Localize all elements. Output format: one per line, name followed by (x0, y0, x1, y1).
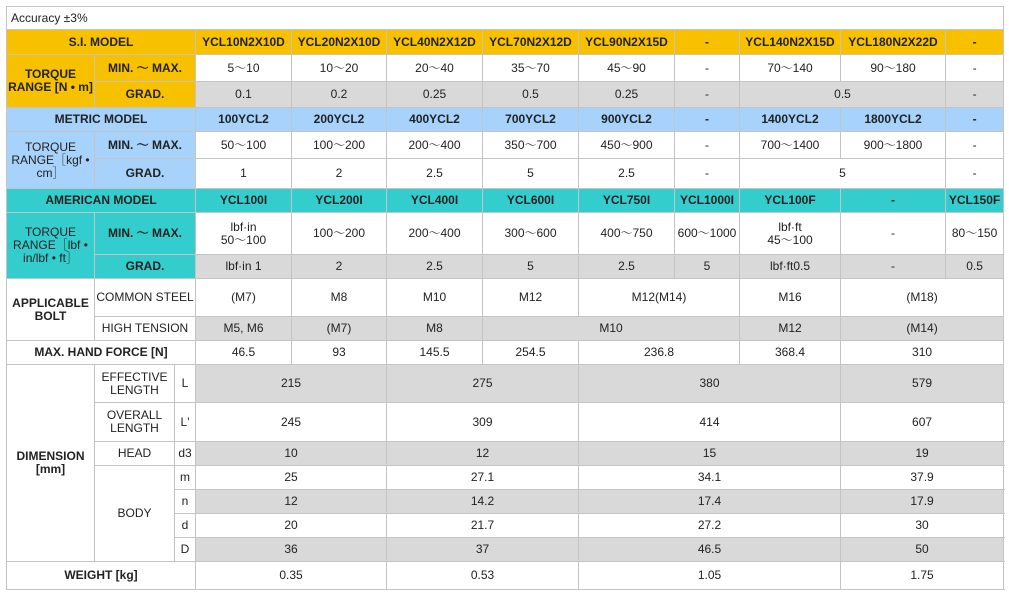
american-grad: 2 (292, 255, 387, 279)
american-model: YCL1000I (675, 189, 740, 213)
si-grad: - (946, 82, 1004, 108)
american-min-max: 600～1000 (675, 213, 740, 255)
body-n-symbol: n (175, 490, 196, 514)
head-value: 15 (579, 442, 841, 466)
si-min-max: 5～10 (196, 55, 292, 82)
american-model: YCL200I (292, 189, 387, 213)
american-grad-label: GRAD. (95, 255, 196, 279)
si-model: YCL10N2X10D (196, 30, 292, 55)
american-torque-range-label: TORQUE RANGE［lbf • in/lbf • ft］ (7, 213, 95, 279)
high-tension-bolt: M12 (740, 317, 841, 341)
si-grad: 0.1 (196, 82, 292, 108)
body-D-symbol: D (175, 538, 196, 562)
hand-force-value: 145.5 (387, 341, 483, 365)
common-steel-bolt: M16 (740, 279, 841, 317)
high-tension-bolt: M8 (387, 317, 483, 341)
range-value: 45～100 (767, 232, 813, 247)
effective-length-value: 579 (841, 365, 1004, 403)
overall-length-symbol: L' (175, 403, 196, 442)
si-min-max: - (675, 55, 740, 82)
si-grad: - (675, 82, 740, 108)
american-grad: 0.5 (946, 255, 1004, 279)
si-model: - (946, 30, 1004, 55)
metric-grad: 5 (483, 159, 579, 189)
body-m-value: 34.1 (579, 466, 841, 490)
american-grad: lbf·in 1 (196, 255, 292, 279)
body-m-symbol: m (175, 466, 196, 490)
body-n-value: 14.2 (387, 490, 579, 514)
body-d-value: 20 (196, 514, 387, 538)
american-min-max-label: MIN. ～ MAX. (95, 213, 196, 255)
si-model: YCL140N2X15D (740, 30, 841, 55)
common-steel-bolt: (M18) (841, 279, 1004, 317)
american-grad: 5 (483, 255, 579, 279)
american-grad: lbf·ft0.5 (740, 255, 841, 279)
overall-length-label: OVERALL LENGTH (95, 403, 175, 442)
american-model-label: AMERICAN MODEL (7, 189, 196, 213)
body-d-value: 27.2 (579, 514, 841, 538)
body-d-symbol: d (175, 514, 196, 538)
american-min-max-first (196, 213, 292, 255)
si-grad: 0.25 (387, 82, 483, 108)
effective-length-value: 215 (196, 365, 387, 403)
metric-grad-label: GRAD. (95, 159, 196, 189)
body-D-value: 46.5 (579, 538, 841, 562)
american-model: YCL400I (387, 189, 483, 213)
metric-grad: 5 (740, 159, 946, 189)
si-grad-label: GRAD. (95, 82, 196, 108)
american-grad: 2.5 (579, 255, 675, 279)
body-m-value: 27.1 (387, 466, 579, 490)
si-model: YCL40N2X12D (387, 30, 483, 55)
metric-min-max-label: MIN. ～ MAX. (95, 132, 196, 159)
unit-label: lbf·ft (778, 219, 802, 234)
body-n-value: 12 (196, 490, 387, 514)
weight-value: 1.75 (841, 562, 1004, 590)
effective-length-value: 380 (579, 365, 841, 403)
spec-table-container (6, 6, 1004, 590)
body-D-value: 36 (196, 538, 387, 562)
si-grad: 0.5 (483, 82, 579, 108)
metric-grad: - (946, 159, 1004, 189)
head-symbol: d3 (175, 442, 196, 466)
si-torque-range-label: TORQUE RANGE [N • m] (7, 55, 95, 108)
metric-min-max: - (675, 132, 740, 159)
metric-min-max: 200～400 (387, 132, 483, 159)
common-steel-bolt: M12 (483, 279, 579, 317)
applicable-bolt-label: APPLICABLE BOLT (7, 279, 95, 341)
american-min-max: 300～600 (483, 213, 579, 255)
american-min-max: - (841, 213, 946, 255)
metric-model: 200YCL2 (292, 108, 387, 132)
si-grad: 0.25 (579, 82, 675, 108)
si-model-label: S.I. MODEL (7, 30, 196, 55)
common-steel-bolt: (M7) (196, 279, 292, 317)
weight-value: 0.35 (196, 562, 387, 590)
metric-grad: 2 (292, 159, 387, 189)
metric-min-max: 450～900 (579, 132, 675, 159)
hand-force-value: 236.8 (579, 341, 740, 365)
body-n-value: 17.9 (841, 490, 1004, 514)
american-min-max-ft (740, 213, 841, 255)
american-model: YCL150F (946, 189, 1004, 213)
metric-model: - (675, 108, 740, 132)
si-model: YCL90N2X15D (579, 30, 675, 55)
body-d-value: 21.7 (387, 514, 579, 538)
metric-model: 1800YCL2 (841, 108, 946, 132)
metric-min-max: - (946, 132, 1004, 159)
metric-min-max: 50～100 (196, 132, 292, 159)
body-label: BODY (95, 466, 175, 562)
unit-label: lbf·in (230, 219, 257, 234)
metric-min-max: 700～1400 (740, 132, 841, 159)
si-min-max: 35～70 (483, 55, 579, 82)
si-min-max: 10～20 (292, 55, 387, 82)
head-value: 10 (196, 442, 387, 466)
american-min-max: 100～200 (292, 213, 387, 255)
metric-grad: 2.5 (387, 159, 483, 189)
si-model: YCL20N2X10D (292, 30, 387, 55)
metric-model-label: METRIC MODEL (7, 108, 196, 132)
hand-force-value: 310 (841, 341, 1004, 365)
dimension-label: DIMENSION [mm] (7, 365, 95, 562)
si-min-max-label: MIN. ～ MAX. (95, 55, 196, 82)
body-m-value: 25 (196, 466, 387, 490)
head-value: 12 (387, 442, 579, 466)
american-grad: 2.5 (387, 255, 483, 279)
american-model: YCL750I (579, 189, 675, 213)
hand-force-value: 93 (292, 341, 387, 365)
overall-length-value: 607 (841, 403, 1004, 442)
american-grad: - (841, 255, 946, 279)
body-D-value: 50 (841, 538, 1004, 562)
common-steel-bolt: M12(M14) (579, 279, 740, 317)
metric-model: 400YCL2 (387, 108, 483, 132)
american-min-max: 80～150 (946, 213, 1004, 255)
american-min-max: 400～750 (579, 213, 675, 255)
body-n-value: 17.4 (579, 490, 841, 514)
effective-length-label: EFFECTIVE LENGTH (95, 365, 175, 403)
hand-force-value: 368.4 (740, 341, 841, 365)
common-steel-bolt: M8 (292, 279, 387, 317)
metric-min-max: 100～200 (292, 132, 387, 159)
hand-force-value: 46.5 (196, 341, 292, 365)
american-model: YCL100F (740, 189, 841, 213)
weight-value: 0.53 (387, 562, 579, 590)
si-model: YCL70N2X12D (483, 30, 579, 55)
high-tension-label: HIGH TENSION (95, 317, 196, 341)
high-tension-bolt: M10 (483, 317, 740, 341)
body-m-value: 37.9 (841, 466, 1004, 490)
hand-force-value: 254.5 (483, 341, 579, 365)
max-hand-force-label: MAX. HAND FORCE [N] (7, 341, 196, 365)
metric-model: 1400YCL2 (740, 108, 841, 132)
metric-model: - (946, 108, 1004, 132)
effective-length-value: 275 (387, 365, 579, 403)
metric-model: 100YCL2 (196, 108, 292, 132)
common-steel-bolt: M10 (387, 279, 483, 317)
overall-length-value: 414 (579, 403, 841, 442)
overall-length-value: 245 (196, 403, 387, 442)
american-grad: 5 (675, 255, 740, 279)
si-min-max: 45～90 (579, 55, 675, 82)
weight-label: WEIGHT [kg] (7, 562, 196, 590)
metric-torque-range-label: TORQUE RANGE［kgf • cm］ (7, 132, 95, 189)
american-min-max: 200～400 (387, 213, 483, 255)
common-steel-label: COMMON STEEL (95, 279, 196, 317)
american-model: - (841, 189, 946, 213)
high-tension-bolt: (M7) (292, 317, 387, 341)
metric-model: 700YCL2 (483, 108, 579, 132)
metric-min-max: 900～1800 (841, 132, 946, 159)
body-D-value: 37 (387, 538, 579, 562)
american-model: YCL600I (483, 189, 579, 213)
accuracy-caption: Accuracy ±3% (7, 7, 1004, 30)
american-model: YCL100I (196, 189, 292, 213)
overall-length-value: 309 (387, 403, 579, 442)
torque-wrench-spec-table (6, 6, 1004, 590)
high-tension-bolt: M5, M6 (196, 317, 292, 341)
body-d-value: 30 (841, 514, 1004, 538)
metric-min-max: 350～700 (483, 132, 579, 159)
metric-model: 900YCL2 (579, 108, 675, 132)
si-min-max: - (946, 55, 1004, 82)
head-label: HEAD (95, 442, 175, 466)
range-value: 50～100 (220, 232, 267, 247)
high-tension-bolt: (M14) (841, 317, 1004, 341)
weight-value: 1.05 (579, 562, 841, 590)
si-min-max: 20～40 (387, 55, 483, 82)
metric-grad: 2.5 (579, 159, 675, 189)
metric-grad: 1 (196, 159, 292, 189)
effective-length-symbol: L (175, 365, 196, 403)
si-model: - (675, 30, 740, 55)
si-grad: 0.5 (740, 82, 946, 108)
si-model: YCL180N2X22D (841, 30, 946, 55)
metric-grad: - (675, 159, 740, 189)
head-value: 19 (841, 442, 1004, 466)
si-min-max: 90～180 (841, 55, 946, 82)
si-grad: 0.2 (292, 82, 387, 108)
si-min-max: 70～140 (740, 55, 841, 82)
